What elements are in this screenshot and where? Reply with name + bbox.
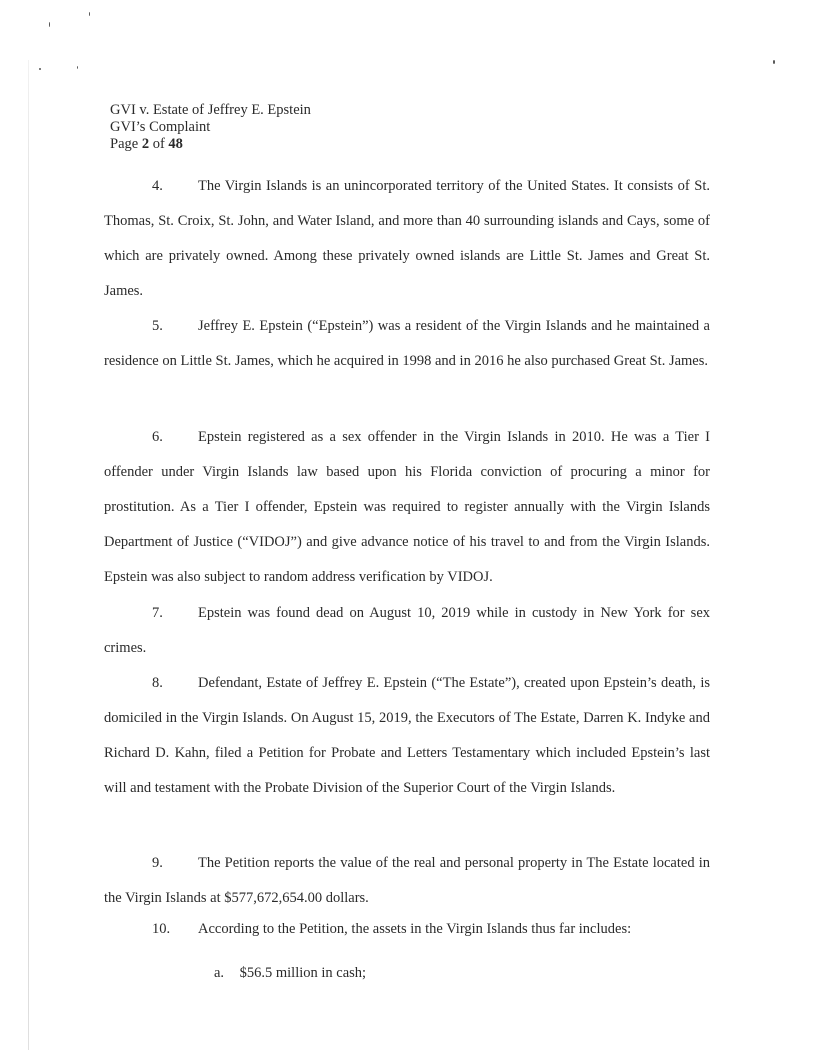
case-caption: GVI v. Estate of Jeffrey E. Epstein xyxy=(110,102,311,118)
paragraph-10 xyxy=(104,912,710,947)
scan-speck xyxy=(77,66,78,69)
paragraph-text: According to the Petition, the assets in the Virgin Islands thus far includes: xyxy=(198,921,632,937)
list-item xyxy=(214,956,366,991)
document-title: GVI’s Complaint xyxy=(110,119,211,135)
page-prefix: Page xyxy=(110,136,139,152)
list-item-label: a. xyxy=(214,965,225,981)
paragraph-7 xyxy=(104,596,710,666)
page-current: 2 xyxy=(141,136,150,152)
paragraph-number: 10. xyxy=(152,921,171,937)
paragraph-number: 8. xyxy=(152,675,163,691)
scan-speck xyxy=(39,68,41,70)
document-header xyxy=(110,102,311,153)
paragraph-5 xyxy=(104,309,710,379)
paragraph-text: Epstein registered as a sex offender in the Virgin Islands in 2010. He was a Tier I offender under Virgin Islands law based upon his Florida conviction of procuring a minor for prostitution. As a Tier I offender, Epstein was required to register annually with the Virgin Islands Department of Justice (“VIDOJ”) and give advance notice of his travel to and from the Virgin Islands. Epstein was also subject to random address verification by VIDOJ. xyxy=(104,429,710,585)
scan-speck xyxy=(773,60,775,64)
page-total: 48 xyxy=(168,136,183,152)
paragraph-number: 5. xyxy=(152,318,163,334)
scan-speck xyxy=(89,12,90,16)
paragraph-text: The Petition reports the value of the real and personal property in The Estate located in the Virgin Islands at $577,672,654.00 dollars. xyxy=(104,855,710,906)
paragraph-8 xyxy=(104,666,710,806)
paragraph-text: Jeffrey E. Epstein (“Epstein”) was a resident of the Virgin Islands and he maintained a residence on Little St. James, which he acquired in 1998 and in 2016 he also purchased Great St. James. xyxy=(104,318,710,369)
paragraph-text: Defendant, Estate of Jeffrey E. Epstein (“The Estate”), created upon Epstein’s death, is domiciled in the Virgin Islands. On August 15, 2019, the Executors of The Estate, Darren K. Indyke and Richard D. Kahn, filed a Petition for Probate and Letters Testamentary which included Epstein’s last will and testament with the Probate Division of the Superior Court of the Virgin Islands. xyxy=(104,675,710,796)
paragraph-text: The Virgin Islands is an unincorporated territory of the United States. It consists of St. Thomas, St. Croix, St. John, and Water Island, and more than 40 surrounding islands and Cays, some of which are privately owned. Among these privately owned islands are Little St. James and Great St. James. xyxy=(104,178,710,299)
page-of: of xyxy=(152,136,165,152)
paragraph-6 xyxy=(104,420,710,595)
scan-speck xyxy=(49,22,50,27)
paragraph-text: Epstein was found dead on August 10, 2019 while in custody in New York for sex crimes. xyxy=(104,605,710,656)
scan-edge xyxy=(28,60,29,1050)
paragraph-9 xyxy=(104,846,710,916)
paragraph-number: 6. xyxy=(152,429,163,445)
paragraph-number: 7. xyxy=(152,605,163,621)
paragraph-4 xyxy=(104,169,710,309)
paragraph-number: 9. xyxy=(152,855,163,871)
page-indicator xyxy=(110,136,311,153)
paragraph-number: 4. xyxy=(152,178,163,194)
list-item-text: $56.5 million in cash; xyxy=(239,965,367,981)
